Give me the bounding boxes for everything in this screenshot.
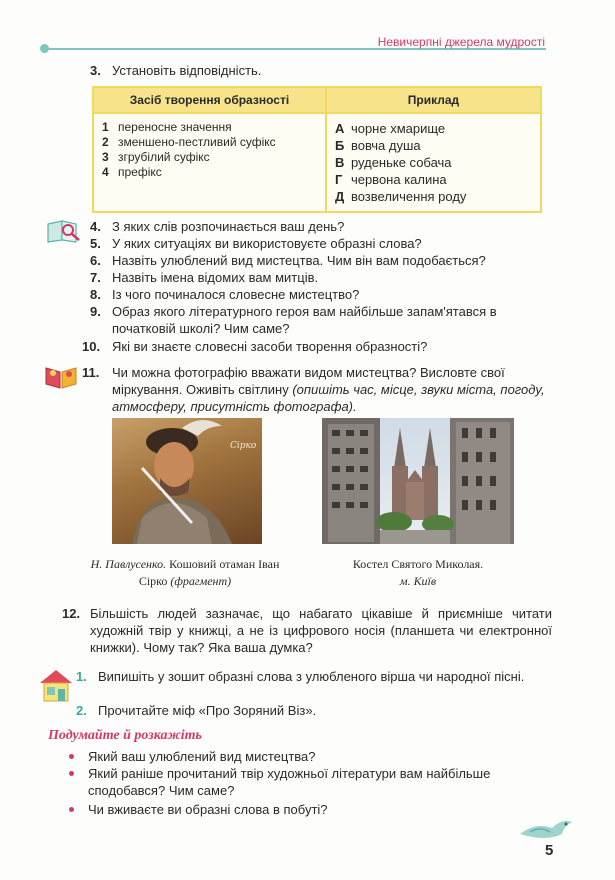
caption-title: Кошовий отаман Іван Сірко [138, 557, 280, 588]
homework-number: 2. [76, 703, 87, 718]
question-number: 7. [90, 270, 101, 285]
example-item: А чорне хмарище [334, 121, 446, 136]
bird-ornament-icon [516, 812, 576, 842]
means-item: 2 зменшено-пестливий суфікс [102, 135, 276, 149]
examples-cell [326, 113, 541, 212]
caption-author: Н. Павлусенко. [90, 557, 167, 571]
means-item: 4 префікс [102, 165, 162, 179]
caption-photo [318, 556, 518, 590]
question-text: Чи можна фотографію вважати видом мистецтва? Висловте свої міркування. Оживіть світлину [112, 365, 505, 397]
question-number: 10. [82, 339, 101, 354]
homework-text: Прочитайте міф «Про Зоряний Віз». [98, 703, 317, 718]
house-icon [38, 667, 74, 703]
homework-1 [76, 668, 546, 685]
caption-city: м. Київ [399, 574, 437, 588]
question-text: Назвіть улюблений вид мистецтва. Чим він вам подобається? [112, 253, 486, 268]
caption-painting [80, 556, 290, 590]
homework-text: Випишіть у зошит образні слова з улюбленого вірша чи народної пісні. [98, 669, 525, 684]
question-7 [90, 269, 550, 286]
question-number: 5. [90, 236, 101, 251]
question-text: Із чого починалося словесне мистецтво? [112, 287, 360, 302]
question-number: 3. [90, 63, 101, 78]
painting-ivan-sirko [112, 418, 262, 544]
question-text: Які ви знаєте словесні засоби творення образності? [112, 339, 428, 354]
question-text: Назвіть імена відомих вам митців. [112, 270, 319, 285]
homework-number: 1. [76, 669, 87, 684]
table-header-example: Приклад [326, 87, 541, 113]
means-cell [93, 113, 326, 212]
caption-note: (фрагмент) [170, 574, 232, 588]
question-text: У яких ситуаціях ви використовуєте образні слова? [112, 236, 422, 251]
question-text: Більшість людей зазначає, що набагато цікавіше й приємніше читати художній твір у книжці, а не із цифрового носія (планшета чи електронної книжки). Чому так? Яка ваша думка? [90, 606, 552, 655]
bullet-icon [69, 807, 74, 812]
running-header: Невичерпні джерела мудрості [377, 35, 545, 49]
matching-table [92, 86, 542, 213]
question-number: 11. [82, 365, 100, 380]
caption-title: Костел Святого Миколая. [352, 557, 484, 571]
question-9 [90, 303, 545, 337]
example-item: В руденьке собача [334, 155, 452, 170]
question-text: Установіть відповідність. [112, 63, 262, 78]
question-text: З яких слів розпочинається ваш день? [112, 219, 345, 234]
example-item: Б вовча душа [334, 138, 421, 153]
think-item: Який раніше прочитаний твір художньої літератури вам найбільше сподобався? Чим саме? [72, 765, 548, 799]
question-number: 4. [90, 219, 101, 234]
question-6 [90, 252, 550, 269]
section-title: Подумайте й розкажіть [48, 728, 202, 743]
think-item: Чи вживаєте ви образні слова в побуті? [72, 801, 548, 818]
question-4 [90, 218, 550, 235]
question-11 [82, 364, 552, 415]
question-12 [62, 605, 552, 656]
question-8 [90, 286, 550, 303]
homework-2 [76, 702, 546, 719]
example-item: Д возвеличення роду [334, 189, 467, 204]
means-item: 3 згрубілий суфікс [102, 150, 210, 164]
question-text: Образ якого літературного героя вам найбільше запам'ятався в початковій школі? Чим саме? [112, 304, 497, 336]
question-number: 6. [90, 253, 101, 268]
question-5 [90, 235, 550, 252]
page-number: 5 [545, 842, 554, 859]
question-3 [90, 62, 530, 79]
question-10 [82, 338, 552, 355]
means-item: 1 переносне значення [102, 120, 232, 134]
book-magnifier-icon [46, 218, 82, 244]
photo-st-nicholas-church [322, 418, 514, 544]
table-header-means: Засіб творення образності [93, 87, 326, 113]
question-hint: (опишіть час, місце, звуки міста, погоду, атмосферу, присутність фотографа). [112, 382, 545, 414]
bullet-icon [69, 771, 74, 776]
example-item: Г червона калина [334, 172, 447, 187]
question-number: 12. [62, 606, 81, 621]
open-book-icon [44, 364, 78, 390]
question-number: 8. [90, 287, 101, 302]
think-item: Який ваш улюблений вид мистецтва? [72, 748, 548, 765]
painting-signature: Сірко [230, 441, 257, 451]
question-number: 9. [90, 304, 101, 319]
bullet-icon [69, 754, 74, 759]
